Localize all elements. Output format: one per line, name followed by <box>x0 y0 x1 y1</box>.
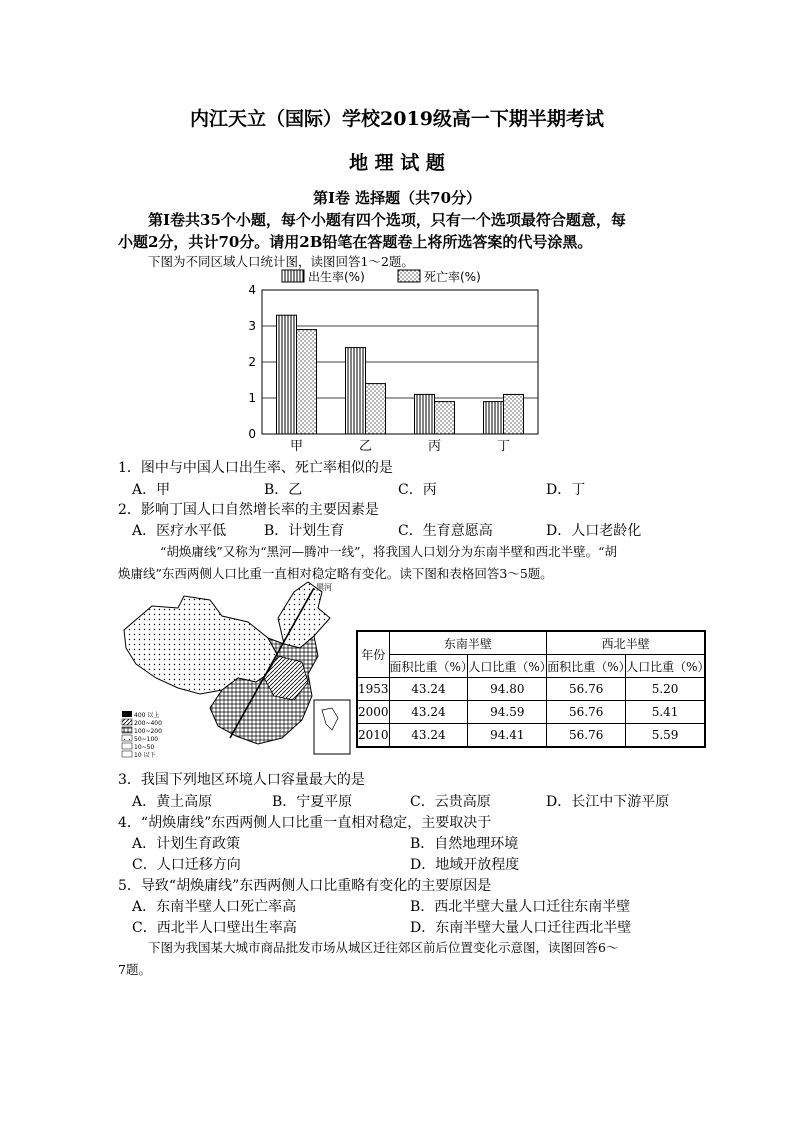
bar-birth-rate-2 <box>415 394 435 434</box>
table-cell: 56.76 <box>547 678 626 701</box>
q4-stem: 4．“胡焕庸线”东西两侧人口比重一直相对稳定，主要取决于 <box>118 815 492 831</box>
q2-stem: 2．影响丁国人口自然增长率的主要因素是 <box>118 502 379 518</box>
map-legend-3: 100~200 <box>134 728 162 735</box>
table-cell: 5.59 <box>626 724 705 748</box>
q5-option-b[interactable]: B．西北半壁大量人口迁往东南半壁 <box>410 899 631 915</box>
population-bar-chart <box>230 266 550 456</box>
q4-option-c[interactable]: C．人口迁移方向 <box>132 857 241 873</box>
population-share-table <box>356 630 710 748</box>
bar-death-rate-2 <box>435 402 455 434</box>
q2-option-d[interactable]: D．人口老龄化 <box>546 523 642 539</box>
map-legend-2: 200~400 <box>134 720 162 727</box>
q3-option-b[interactable]: B．宁夏平原 <box>272 794 353 810</box>
table-cell: 2010 <box>357 724 389 748</box>
x-tick-label: 乙 <box>358 439 373 454</box>
q3-option-d[interactable]: D．长江中下游平原 <box>546 794 670 810</box>
legend-label-death: 死亡率(%) <box>424 270 481 284</box>
bar-birth-rate-0 <box>277 315 297 434</box>
legend-label-birth: 出生率(%) <box>308 270 365 284</box>
q1-option-a[interactable]: A．甲 <box>132 482 171 498</box>
table-header-northwest: 西北半壁 <box>547 631 705 655</box>
q1-option-c[interactable]: C．丙 <box>398 482 437 498</box>
bar-birth-rate-1 <box>346 348 366 434</box>
table-cell: 94.41 <box>468 724 547 748</box>
map-legend <box>122 711 162 759</box>
q1-stem: 1．图中与中国人口出生率、死亡率相似的是 <box>118 460 393 476</box>
bar-birth-rate-3 <box>484 402 504 434</box>
map-legend-4: 50~100 <box>134 736 159 743</box>
table-row <box>357 701 705 724</box>
exam-subtitle: 地 理 试 题 <box>349 152 445 174</box>
q2-option-a[interactable]: A．医疗水平低 <box>132 523 227 539</box>
table-cell: 2000 <box>357 701 389 724</box>
table-cell: 1953 <box>357 678 389 701</box>
table-header-se-pop: 人口比重（%） <box>468 655 547 678</box>
q1-option-d[interactable]: D．丁 <box>546 482 586 498</box>
table-cell: 5.20 <box>626 678 705 701</box>
passage-line-1: “胡焕庸线”又称为“黑河—腾冲一线”，将我国人口划分为东南半壁和西北半壁。“胡 <box>160 544 617 559</box>
q2-option-b[interactable]: B．计划生育 <box>264 523 345 539</box>
y-tick-label: 1 <box>248 391 256 405</box>
table-cell: 43.24 <box>389 701 468 724</box>
y-tick-label: 0 <box>248 427 256 441</box>
bar-death-rate-3 <box>504 394 524 434</box>
table-row <box>357 724 705 748</box>
x-tick-label: 丁 <box>496 439 511 454</box>
table-header-se-area: 面积比重（%） <box>389 655 468 678</box>
chart-intro: 下图为不同区域人口统计图，读图回答1～2题。 <box>148 254 414 269</box>
y-tick-label: 2 <box>248 355 256 369</box>
q3-option-c[interactable]: C．云贵高原 <box>410 794 491 810</box>
x-tick-label: 丙 <box>427 439 442 454</box>
table-cell: 5.41 <box>626 701 705 724</box>
q4-option-b[interactable]: B．自然地理环境 <box>410 836 519 852</box>
q3-stem: 3．我国下列地区环境人口容量最大的是 <box>118 772 365 788</box>
map-label-heihe: 黑河 <box>316 583 332 592</box>
bar-death-rate-1 <box>366 384 386 434</box>
table-row <box>357 678 705 701</box>
china-population-density-map <box>118 578 358 763</box>
table-cell: 43.24 <box>389 724 468 748</box>
q5-option-c[interactable]: C．西北半人口壁出生率高 <box>132 920 297 936</box>
x-tick-label: 甲 <box>289 439 304 454</box>
bar-death-rate-0 <box>297 330 317 434</box>
table-header-nw-pop: 人口比重（%） <box>626 655 705 678</box>
legend-swatch-death <box>398 270 420 282</box>
q3-option-a[interactable]: A．黄土高原 <box>132 794 213 810</box>
map-northwest-region <box>124 596 278 694</box>
table-cell: 56.76 <box>547 701 626 724</box>
q2-option-c[interactable]: C．生育意愿高 <box>398 523 493 539</box>
q4-option-a[interactable]: A．计划生育政策 <box>132 836 241 852</box>
q1-option-b[interactable]: B．乙 <box>264 482 303 498</box>
q5-option-a[interactable]: A．东南半壁人口死亡率高 <box>132 899 297 915</box>
map-legend-6: 10 以下 <box>134 752 156 759</box>
table-cell: 56.76 <box>547 724 626 748</box>
table-header-year: 年份 <box>357 631 389 678</box>
table-cell: 94.80 <box>468 678 547 701</box>
instruction-line-1: 第Ⅰ卷共35个小题，每个小题有四个选项，只有一个选项最符合题意，每 <box>148 211 626 229</box>
exam-title: 内江天立（国际）学校2019级高一下期半期考试 <box>190 108 604 130</box>
table-header-nw-area: 面积比重（%） <box>547 655 626 678</box>
section-heading: 第Ⅰ卷 选择题（共70分） <box>312 189 482 207</box>
next-intro-line-1: 下图为我国某大城市商品批发市场从城区迁往郊区前后位置变化示意图，读图回答6～ <box>148 940 619 955</box>
table-cell: 43.24 <box>389 678 468 701</box>
next-intro-line-2: 7题。 <box>118 962 151 977</box>
table-cell: 94.59 <box>468 701 547 724</box>
legend-swatch-birth <box>282 270 304 282</box>
map-legend-1: 400 以上 <box>134 712 160 719</box>
q5-stem: 5．导致“胡焕庸线”东西两侧人口比重略有变化的主要原因是 <box>118 878 492 894</box>
instruction-line-2: 小题2分，共计70分。请用2B铅笔在答题卷上将所选答案的代号涂黑。 <box>118 233 593 251</box>
passage-line-2: 焕庸线”东西两侧人口比重一直相对稳定略有变化。读下图和表格回答3～5题。 <box>118 566 553 581</box>
q4-option-d[interactable]: D．地域开放程度 <box>410 857 520 873</box>
table-header-southeast: 东南半壁 <box>389 631 547 655</box>
map-legend-5: 10~50 <box>134 744 155 751</box>
y-tick-label: 3 <box>248 319 256 333</box>
q5-option-d[interactable]: D．东南半壁大量人口迁往西北半壁 <box>410 920 632 936</box>
y-tick-label: 4 <box>248 283 256 297</box>
